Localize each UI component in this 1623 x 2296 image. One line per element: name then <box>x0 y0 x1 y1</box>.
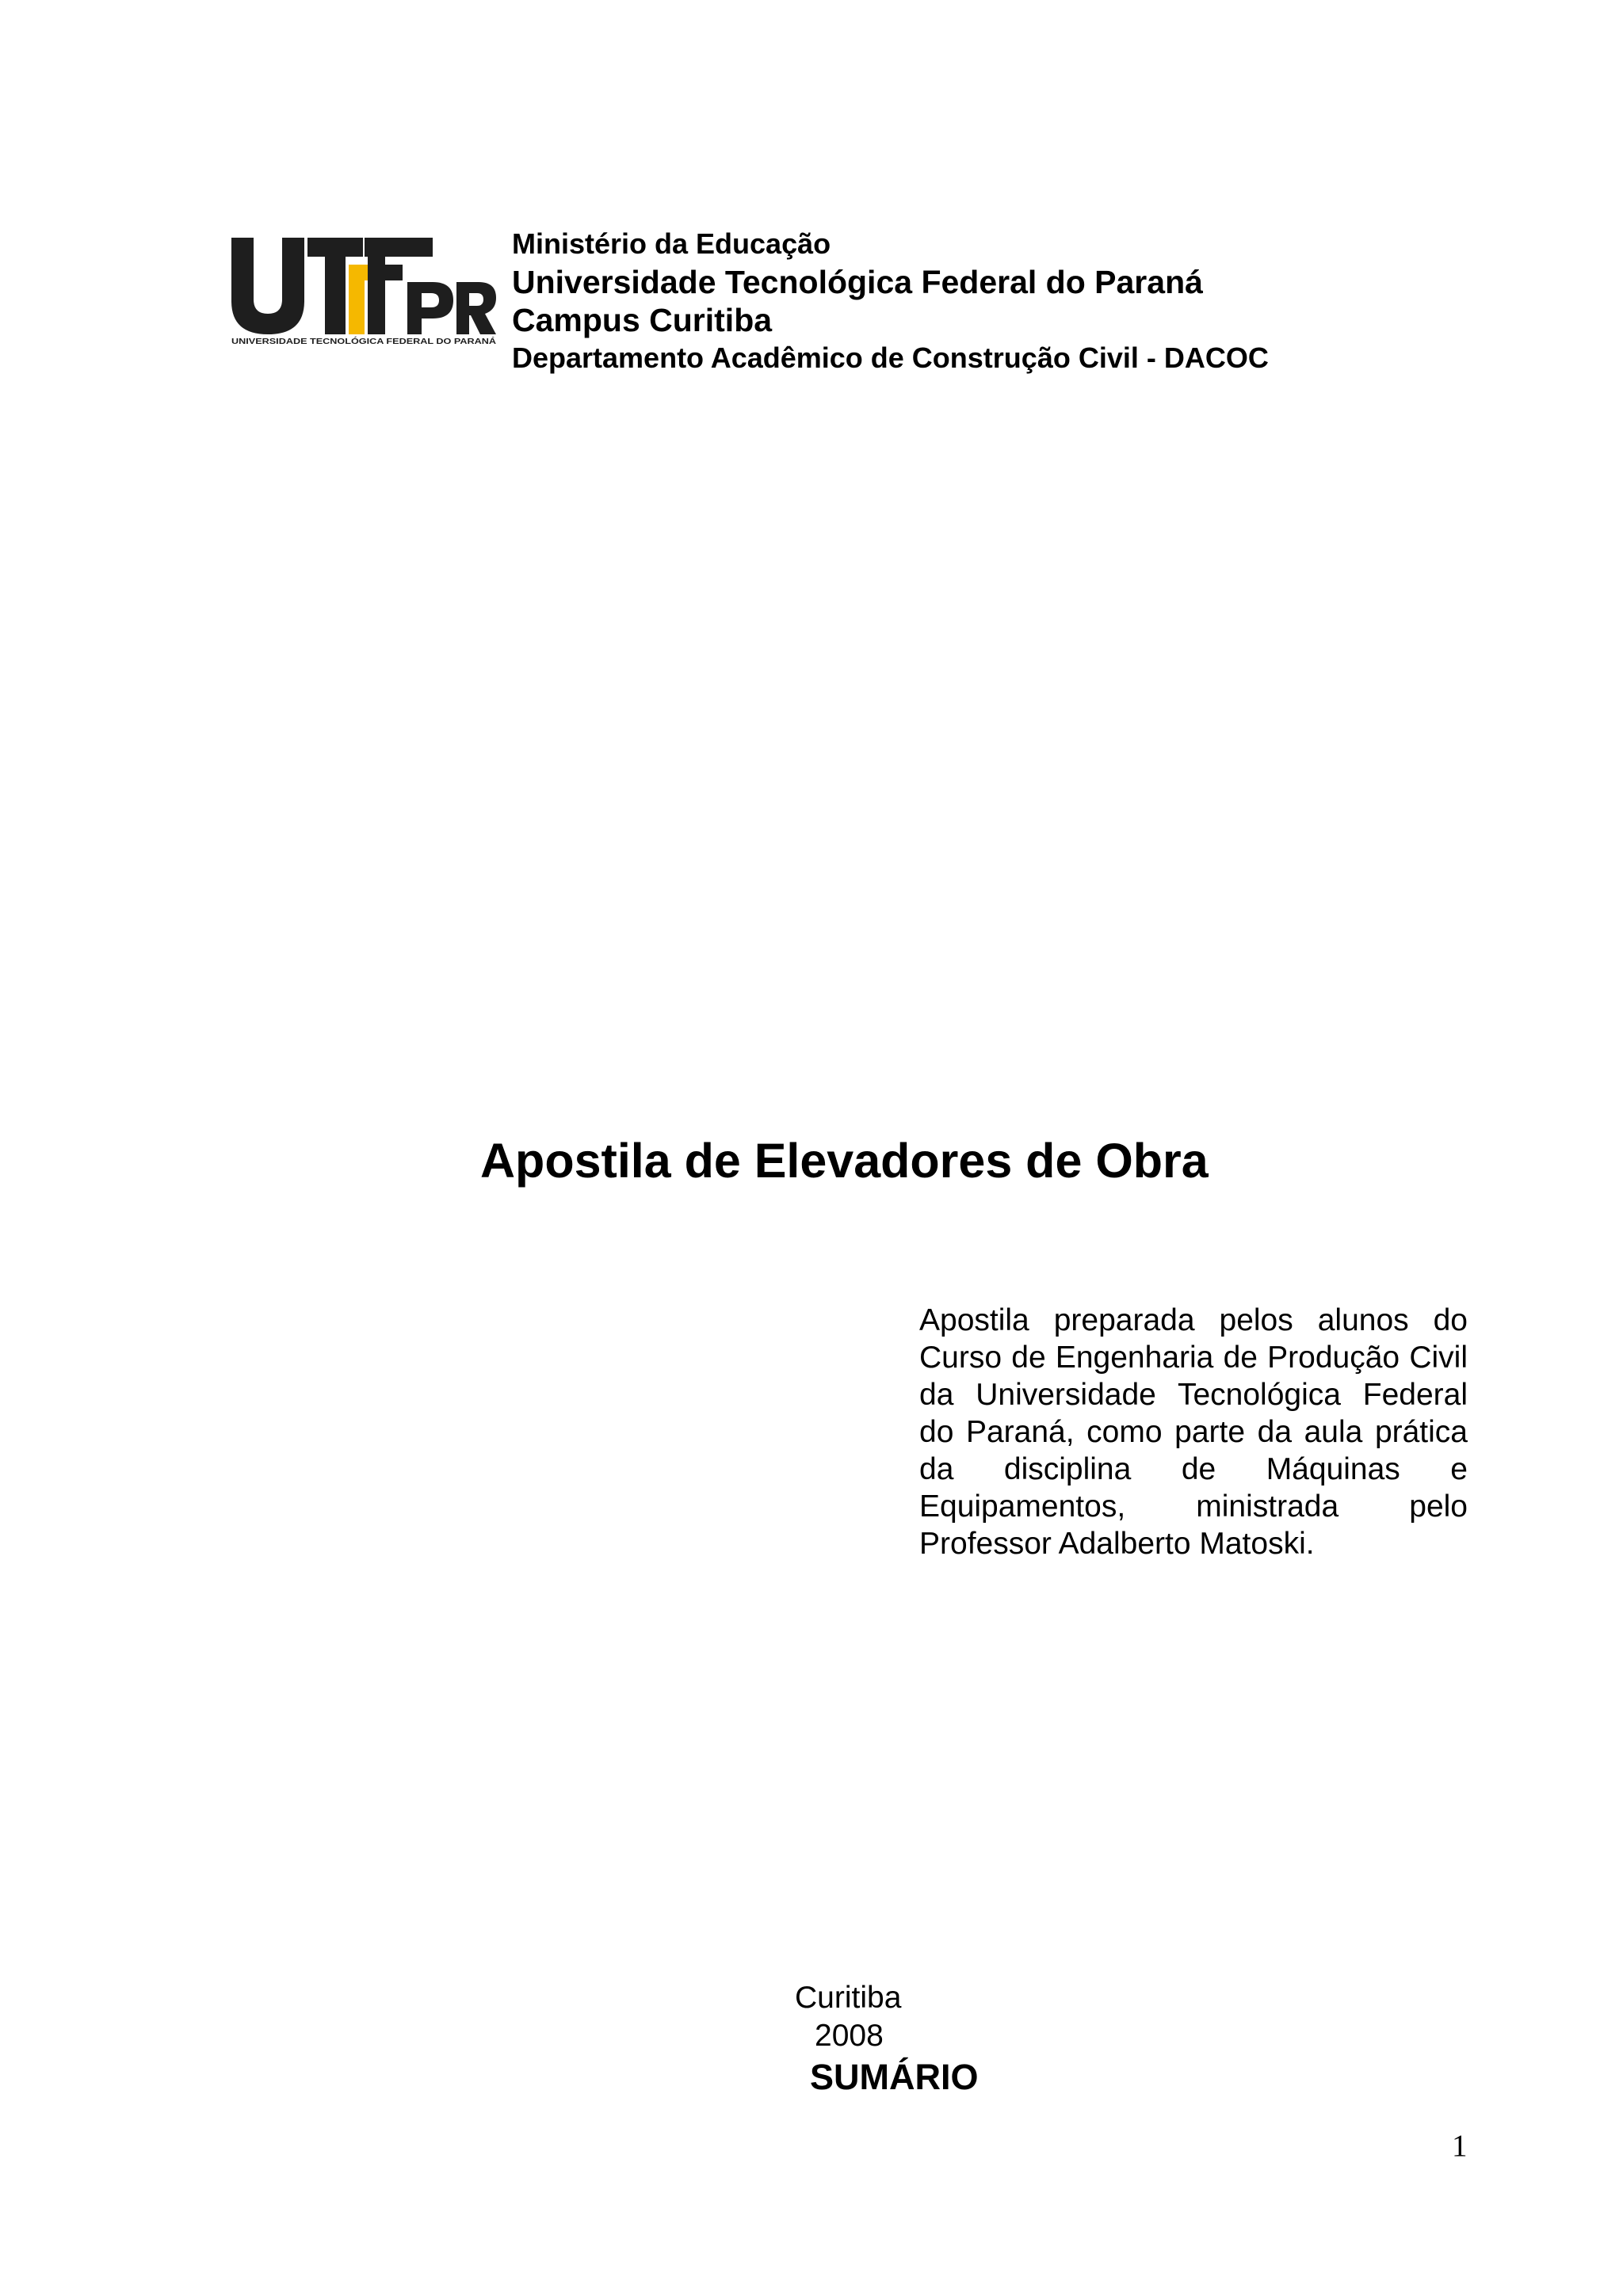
document-title: Apostila de Elevadores de Obra <box>480 1134 1209 1188</box>
document-abstract: Apostila preparada pelos alunos do Curso de Engenharia de Produção Civil da Universidade Tecnológica Federal do Paraná, como parte da aula prática da disciplina de Máquinas e Equipamentos, ministrada pelo Professor Adalberto Matoski. <box>919 1303 1468 1561</box>
ministry-line: Ministério da Educação <box>512 227 831 260</box>
city-label: Curitiba <box>795 1981 902 2015</box>
campus-line: Campus Curitiba <box>512 302 773 339</box>
summary-heading: SUMÁRIO <box>810 2057 979 2097</box>
university-line: Universidade Tecnológica Federal do Paraná <box>512 264 1203 301</box>
logo-tagline: UNIVERSIDADE TECNOLÓGICA FEDERAL DO PARANÁ <box>231 337 452 345</box>
institution-header <box>512 228 1269 374</box>
department-line: Departamento Acadêmico de Construção Civil - DACOC <box>512 341 1269 375</box>
page-number: 1 <box>1452 2129 1468 2163</box>
utfpr-logo <box>231 238 496 345</box>
year-label: 2008 <box>815 2019 884 2053</box>
